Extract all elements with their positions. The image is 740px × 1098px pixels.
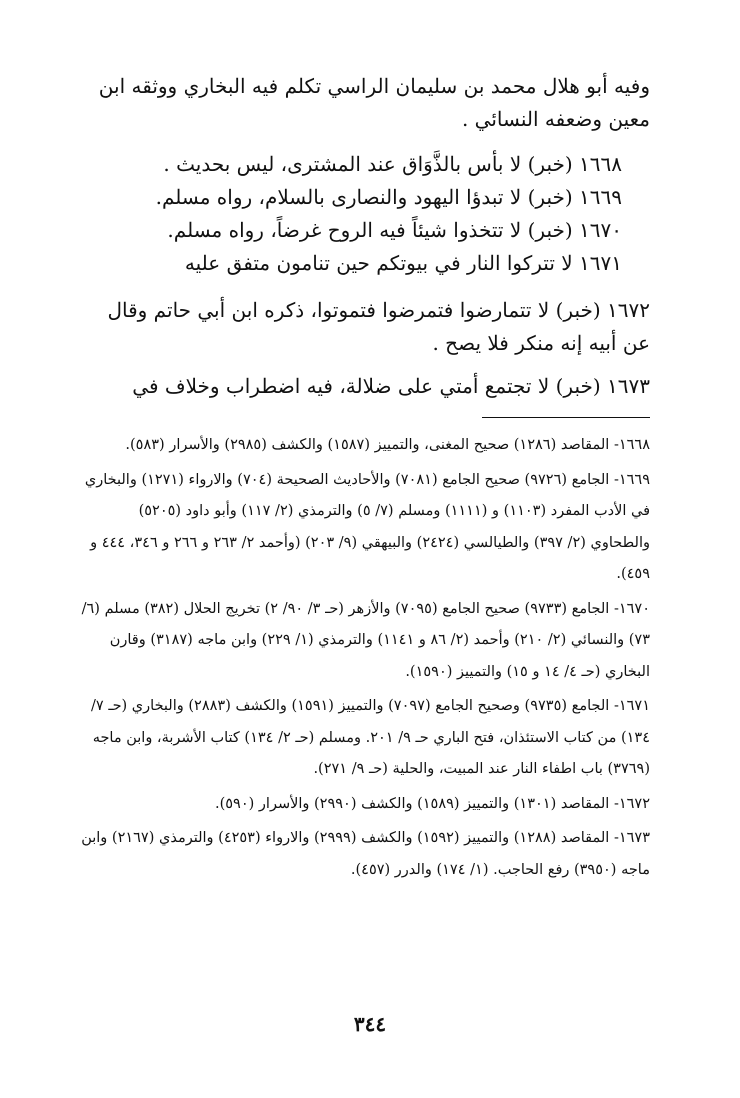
entry-number: ١٦٦٨ [579,152,622,176]
footnote-1672: ١٦٧٢- المقاصد (١٣٠١) والتمييز (١٥٨٩) والكشف (٢٩٩٠) والأسرار (٥٩٠). [214,795,650,812]
footnote-1668: ١٦٦٨- المقاصد (١٢٨٦) صحيح المغنى، والتمييز (١٥٨٧) والكشف (٢٩٨٥) والأسرار (٥٨٣). [125,437,650,453]
entry-number: ١٦٧٢ [607,298,650,322]
footnote-1669: ١٦٦٩- الجامع (٩٧٢٦) صحيح الجامع (٧٠٨١) والأحاديث الصحيحة (٧٠٤) والارواء (١٢٧١) والبخاري في الأدب المفرد (١١٠٣) و (١١١١) ومسلم (٧/ ٥) والترمذي (٢/ ١١٧) وأبو داود (٥٢٠٥) والطحاوي (٢/ ٣٩٧) والطيالسي (٢٤٢٤) والبيهقي (٩/ ٢٠٣) (وأحمد ٢/ ٢٦٣ و ٢٦٦ و ٣٤٦، ٤٤٤ و ٤٥٩). [84,471,650,582]
footnote-separator [482,417,650,418]
entry-text: لا تبدؤا اليهود والنصارى بالسلام، رواه مسلم. [155,185,522,209]
entry-tag: (خبر) [527,152,573,176]
entry-text: لا تتخذوا شيئاً فيه الروح غرضاً، رواه مسلم. [167,218,522,242]
entry-number: ١٦٦٩ [579,185,622,209]
entry-tag: (خبر) [527,185,573,209]
entry-1670 [78,214,622,247]
entry-1673 [78,370,650,403]
entry-text: لا تجتمع أمتي على ضلالة، فيه اضطراب وخلاف في [132,374,550,398]
footnote-1670: ١٦٧٠- الجامع (٩٧٣٣) صحيح الجامع (٧٠٩٥) والأزهر (حـ ٣/ ٩٠/ ٢) تخريج الحلال (٣٨٢) مسلم (٦/ ٧٣) والنسائي (٢/ ٢١٠) وأحمد (٢/ ٨٦ و ١١٤١) والترمذي (١/ ٢٢٩) وابن ماجه (٣١٨٧) وقارن البخاري (حـ ٤/ ١٤ و ١٥) والتمييز (١٥٩٠). [81,600,650,680]
main-text [78,70,650,403]
footnotes [78,430,650,886]
entry-number: ١٦٧١ [579,251,622,275]
page-number: ٣٤٤ [353,1012,387,1036]
entry-1672 [78,294,650,360]
footnote-1671: ١٦٧١- الجامع (٩٧٣٥) وصحيح الجامع (٧٠٩٧) والتمييز (١٥٩١) والكشف (٢٨٨٣) والبخاري (حـ ٧/ ١٣٤) من كتاب الاستئذان، فتح الباري حـ ٩/ ٢٠١. ومسلم (حـ ٢/ ١٣٤) كتاب الأشربة، وابن ماجه (٣٧٦٩) باب اطفاء النار عند المبيت، والحلية (حـ ٩/ ٢٧١). [91,698,650,777]
footnote-1673: ١٦٧٣- المقاصد (١٢٨٨) والتمييز (١٥٩٢) والكشف (٢٩٩٩) والارواء (٤٢٥٣) والترمذي (٢١٦٧) وابن ماجه (٣٩٥٠) رفع الحاجب. (١/ ١٧٤) والدرر (٤٥٧). [81,830,650,878]
entry-tag: (خبر) [555,298,601,322]
entry-text: لا تتركوا النار في بيوتكم حين تنامون متفق عليه [184,251,573,275]
entry-number: ١٦٧٠ [579,218,622,242]
entry-tag: (خبر) [555,374,601,398]
entry-tag: (خبر) [527,218,573,242]
entry-1668 [78,148,622,181]
entry-text: لا بأس بالذَّوَاق عند المشترى، ليس بحديث . [163,152,522,176]
entry-1669 [78,181,622,214]
page-body [78,70,650,889]
entry-number: ١٦٧٣ [607,374,650,398]
intro-paragraph: وفيه أبو هلال محمد بن سليمان الراسي تكلم فيه البخاري ووثقه ابن معين وضعفه النسائي . [98,74,650,131]
entry-text: لا تتمارضوا فتمرضوا فتموتوا، ذكره ابن أبي حاتم وقال عن أبيه إنه منكر فلا يصح . [107,298,650,355]
entry-1671 [78,247,622,280]
